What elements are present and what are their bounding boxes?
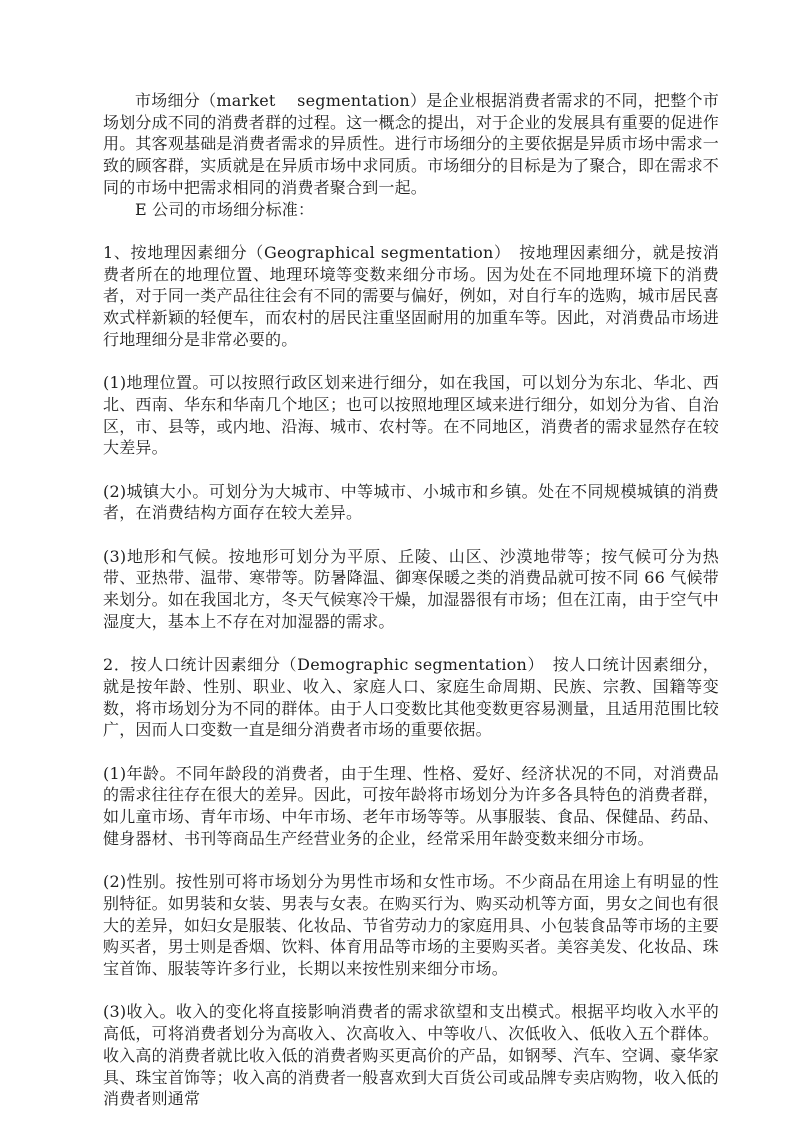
paragraph-company-standard-heading: E 公司的市场细分标准： [135,199,315,219]
document-body [103,90,719,1110]
paragraph-geo-location: (1)地理位置。可以按照行政区划来进行细分，如在我国，可以划分为东北、华北、西北、西南、华东和华南几个地区；也可以按照地理区域来进行细分，如划分为省、自治区，市、县等，或内地、沿海、城市、农村等。在不同地区，消费者的需求显然存在较大差异。 [103,373,719,458]
paragraph-geographic-segmentation: 1、按地理因素细分（Geographical segmentation） 按地理因素细分，就是按消费者所在的地理位置、地理环境等变数来细分市场。因为处在不同地理环境下的消费者，对于同一类产品往往会有不同的需要与偏好，例如，对自行车的选购，城市居民喜欢式样新颖的轻便车，而农村的居民注重坚固耐用的加重车等。因此，对消费品市场进行地理细分是非常必要的。 [103,242,719,349]
paragraph-intro: 市场细分（market segmentation）是企业根据消费者需求的不同，把整个市场划分成不同的消费者群的过程。这一概念的提出，对于企业的发展具有重要的促进作用。其客观基础是消费者需求的异质性。进行市场细分的主要依据是异质市场中需求一致的顾客群，实质就是在异质市场中求同质。市场细分的目标是为了聚合，即在需求不同的市场中把需求相同的消费者聚合到一起。 [103,91,719,197]
paragraph-income: (3)收入。收入的变化将直接影响消费者的需求欲望和支出模式。根据平均收入水平的高低，可将消费者划分为高收入、次高收入、中等收八、次低收入、低收入五个群体。收入高的消费者就比收入低的消费者购买更高价的产品，如钢琴、汽车、空调、豪华家具、珠宝首饰等；收入高的消费者一般喜欢到大百货公司或品牌专卖店购物，收入低的消费者则通常 [103,1002,719,1109]
paragraph-demographic-segmentation: 2．按人口统计因素细分（Demographic segmentation） 按人口统计因素细分，就是按年龄、性别、职业、收入、家庭人口、家庭生命周期、民族、宗教、国籍等变数，将市场划分为不同的群体。由于人口变数比其他变数更容易测量，且适用范围比较广，因而人口变数一直是细分消费者市场的重要依据。 [103,655,719,740]
paragraph-gender: (2)性别。按性别可将市场划分为男性市场和女性市场。不少商品在用途上有明显的性别特征。如男装和女装、男表与女表。在购买行为、购买动机等方面，男女之间也有很大的差异，如妇女是服装、化妆品、节省劳动力的家庭用具、小包装食品等市场的主要购买者，男士则是香烟、饮料、体育用品等市场的主要购买者。美容美发、化妆品、珠宝首饰、服装等许多行业，长期以来按性别来细分市场。 [103,872,719,979]
paragraph-town-size: (2)城镇大小。可划分为大城市、中等城市、小城市和乡镇。处在不同规模城镇的消费者，在消费结构方面存在较大差异。 [103,481,719,523]
paragraph-terrain-climate: (3)地形和气候。按地形可划分为平原、丘陵、山区、沙漠地带等；按气候可分为热带、亚热带、温带、寒带等。防暑降温、御寒保暖之类的消费品就可按不同 66 气候带来划分。如在我国北方，冬天气候寒冷干燥，加湿器很有市场；但在江南，由于空气中湿度大，基本上不存在对加湿器的需求。 [103,546,719,631]
paragraph-age: (1)年龄。不同年龄段的消费者，由于生理、性格、爱好、经济状况的不同，对消费品的需求往往存在很大的差异。因此，可按年龄将市场划分为许多各具特色的消费者群，如儿童市场、青年市场、中年市场、老年市场等等。从事服装、食品、保健品、药品、健身器材、书刊等商品生产经营业务的企业，经常采用年龄变数来细分市场。 [103,763,719,848]
